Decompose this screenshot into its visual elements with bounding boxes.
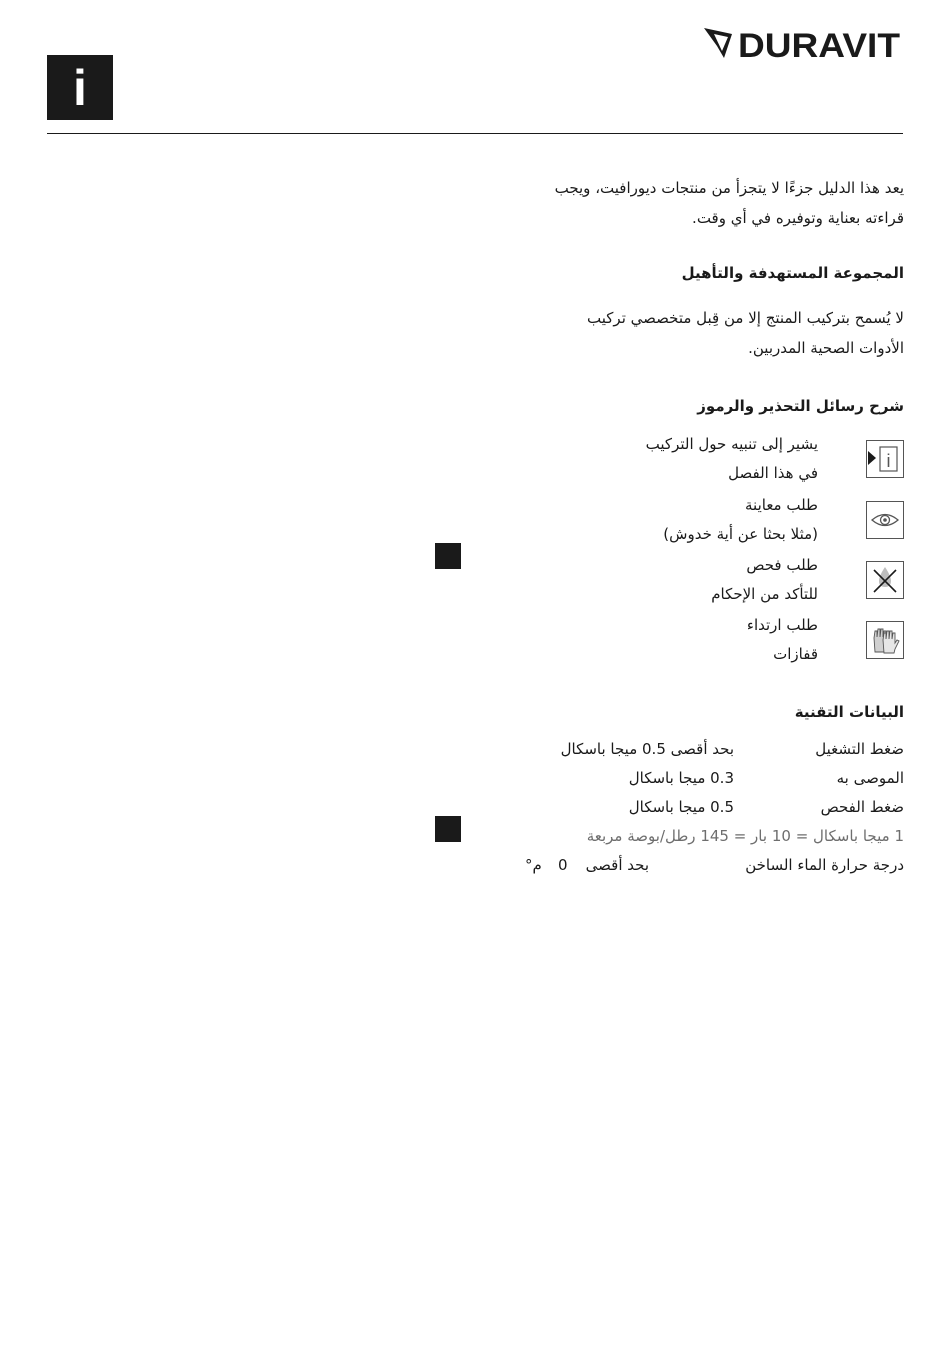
intro-line-1: يعد هذا الدليل جزءًا لا يتجزأ من منتجات ديورافيت، ويجب	[554, 179, 904, 197]
margin-marker-square	[435, 543, 461, 569]
target-group-heading: المجموعة المستهدفة والتأهيل	[681, 264, 904, 282]
symbol-leak-line-1: طلب فحص	[746, 556, 818, 574]
tech-row-operating-pressure	[490, 740, 904, 768]
symbol-row-gloves	[490, 617, 904, 673]
tech-label: الموصى به	[836, 769, 904, 787]
symbol-visual-line-1: طلب معاينة	[745, 496, 818, 514]
header-divider	[47, 133, 903, 134]
info-document-icon	[866, 440, 904, 478]
inspection-x-icon	[866, 561, 904, 599]
tech-value: 0.3 ميجا باسكال	[628, 769, 734, 787]
temperature-value: 0	[558, 856, 568, 874]
tech-row-recommended	[490, 769, 904, 797]
target-group-line-1: لا يُسمح بتركيب المنتج إلا من قِبل متخصصي تركيب	[587, 309, 904, 327]
target-group-line-2: الأدوات الصحية المدربين.	[748, 339, 904, 357]
eye-icon	[866, 501, 904, 539]
intro-line-2: قراءته بعناية وتوفيره في أي وقت.	[692, 209, 904, 227]
temperature-limit: بحد أقصى	[585, 856, 649, 874]
symbol-row-info	[490, 436, 904, 492]
margin-marker-square	[435, 816, 461, 842]
symbol-gloves-line-1: طلب ارتداء	[746, 616, 818, 634]
intro-paragraph	[490, 173, 904, 233]
target-group-paragraph	[490, 303, 904, 363]
tech-row-hot-water-temperature	[490, 856, 904, 884]
tech-value: 0.5 ميجا باسكال	[628, 798, 734, 816]
temperature-label: درجة حرارة الماء الساخن	[745, 856, 904, 874]
tech-row-test-pressure	[490, 798, 904, 826]
symbol-gloves-line-2: قفازات	[773, 645, 818, 663]
symbol-row-leak-check	[490, 557, 904, 613]
tech-value: بحد أقصى 0.5 ميجا باسكال	[560, 740, 734, 758]
technical-data-heading: البيانات التقنية	[794, 703, 904, 721]
symbol-row-visual-check	[490, 497, 904, 553]
symbol-visual-line-2: (مثلا بحثا عن أية خدوش)	[663, 525, 818, 543]
info-letter: i	[73, 59, 87, 116]
gloves-icon	[866, 621, 904, 659]
symbol-info-line-2: في هذا الفصل	[728, 464, 818, 482]
pressure-conversion-note	[490, 827, 904, 855]
temperature-unit: م°	[525, 856, 542, 874]
duravit-logo	[702, 24, 902, 64]
tech-label: ضغط الفحص	[820, 798, 904, 816]
conversion-text: 1 ميجا باسكال = 10 بار = 145 رطل/بوصة مربعة	[586, 827, 904, 845]
brand-logo-text: DURAVIT	[738, 27, 901, 64]
tech-label: ضغط التشغيل	[815, 740, 904, 758]
symbol-info-line-1: يشير إلى تنبيه حول التركيب	[645, 435, 818, 453]
symbol-leak-line-2: للتأكد من الإحكام	[711, 585, 818, 603]
info-section-icon	[47, 55, 113, 120]
svg-text:i: i	[886, 451, 891, 471]
symbols-heading: شرح رسائل التحذير والرموز	[697, 397, 904, 415]
